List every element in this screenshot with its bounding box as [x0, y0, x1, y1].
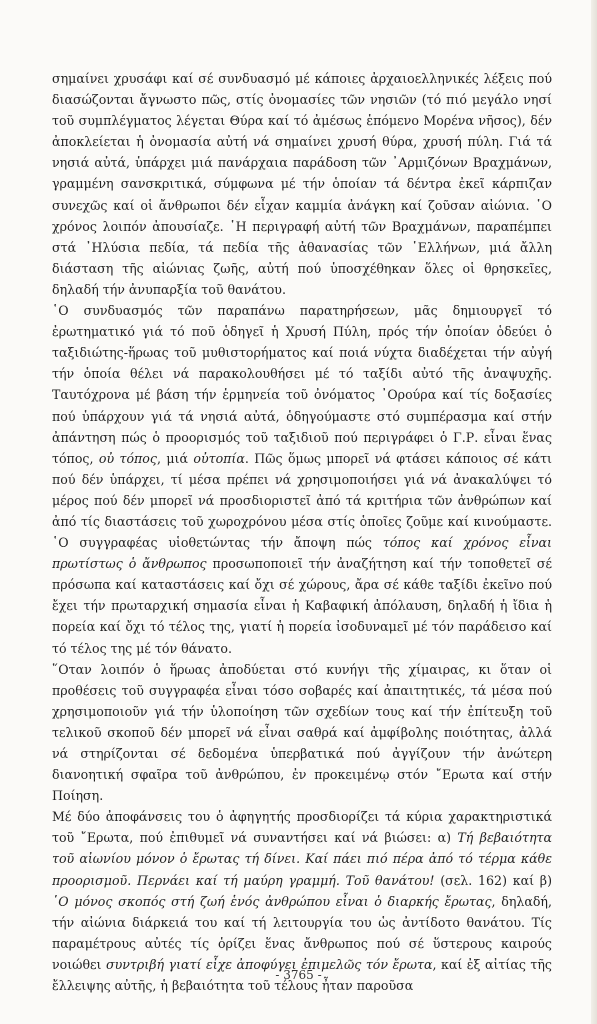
paragraph	[52, 68, 552, 300]
italic-text: τόπος καί χρόνος εἶναι πρωτίστως ὁ ἄνθρωπος	[52, 535, 552, 572]
text-run: . Πῶς ὅμως μπορεῖ νά φτάσει κάποιος σέ κάτι πού δέν ὑπάρχει, τί μέσα πρέπει νά χρησιμοποιήσει γιά νά ἀνακαλύψει τό μέρος πού δέν μπορεῖ νά προσδιοριστεῖ ἀπό τά κριτήρια τῶν ἀνθρώπων καί ἀπό τίς διαστάσεις τοῦ χωροχρόνου μέσα στίς ὁποῖες ζοῦμε καί κινούμαστε. ῾Ο συγγραφέας υἱοθετώντας τήν ἄποψη πώς	[52, 450, 552, 551]
text-run: προσωποποιεῖ τήν ἀναζήτηση καί τήν τοποθετεῖ σέ πρόσωπα καί καταστάσεις καί ὄχι σέ χώρους, ἄρα σέ κάθε ταξίδι ἐκεῖνο πού ἔχει τήν πρωταρχική σημασία εἶναι ἡ Καβαφική ἀπόλαυση, δηλαδή ἡ ἴδια ἡ πορεία καί ὄχι τό τέλος της, γιατί ἡ πορεία ἰσοδυναμεῖ μέ τόν παράδεισο καί τό τέλος της μέ τόν θάνατο.	[52, 556, 552, 656]
text-body	[52, 68, 552, 996]
text-run: Μέ δύο ἀποφάνσεις του ὁ ἀφηγητής προσδιορίζει τά κύρια χαρακτηριστικά τοῦ ῎Ερωτα, πού ἐπιθυμεῖ νά συναντήσει καί νά βιώσει: α)	[52, 809, 552, 846]
italic-text: Τή βεβαιότητα τοῦ αἰωνίου μόνον ὁ ἔρωτας τή δίνει. Καί πάει πιό πέρα ἀπό τό τέρμα κάθε προορισμοῦ. Περνάει καί τή μαύρη γραμμή. Τοῦ θανάτου!	[52, 830, 552, 888]
text-run: , δηλαδή, τήν αἰώνια διάρκειά του καί τή λειτουργία του ὡς ἀντίδοτο θανάτου. Τίς παραμέτρους αὐτές τίς ὁρίζει ἕνας ἄνθρωπος πού σέ ὕστερους καιρούς νοιώθει	[52, 893, 552, 972]
page-edge	[591, 0, 597, 1024]
text-run: σημαίνει χρυσάφι καί σέ συνδυασμό μέ κάποιες ἀρχαιοελληνικές λέξεις πού διασώζονται ἄγνωστο πῶς, στίς ὀνομασίες τῶν νησιῶν (τό πιό μεγάλο νησί τοῦ συμπλέγματος λέγεται Θύρα καί τό ἀμέσως ἑπόμενο Μορένα νῆσος), δέν ἀποκλείεται ἡ ὀνομασία αὐτή νά σημαίνει χρυσή θύρα, χρυσή πύλη. Γιά τά νησιά αὐτά, ὑπάρχει μιά πανάρχαια παράδοση τῶν ᾿Αρμιζόνων Βραχμάνων, γραμμένη σανσκριτικά, σύμφωνα μέ τήν ὁποίαν τά δέντρα ἐκεῖ κάρπιζαν συνεχῶς καί οἱ ἄνθρωποι δέν εἶχαν καμμία ἀνάγκη καί ζοῦσαν αἰώνια. ῾Ο χρόνος λοιπόν ἀπουσίαζε. ῾Η περιγραφή αὐτή τῶν Βραχμάνων, παραπέμπει στά ᾿Ηλύσια πεδία, τά πεδία τῆς ἀθανασίας τῶν ῾Ελλήνων, μιά ἄλλη διάσταση τῆς αἰώνιας ζωῆς, αὐτή πού ὑποσχέθηκαν ὅλες οἱ θρησκεῖες, δηλαδή τήν ἀνυπαρξία τοῦ θανάτου.	[52, 71, 552, 297]
italic-text: ῾Ο μόνος σκοπός στή ζωή ἑνός ἀνθρώπου εἶναι ὁ διαρκής ἔρωτας	[52, 893, 492, 909]
page-number: - 3765 -	[275, 968, 322, 982]
text-run: , μιά	[156, 450, 194, 466]
paragraph	[52, 300, 552, 659]
text-run: ῞Οταν λοιπόν ὁ ἥρωας ἀποδύεται στό κυνήγι τῆς χίμαιρας, κι ὅταν οἱ προθέσεις τοῦ συγγραφέα εἶναι τόσο σοβαρές καί ἀπαιτητικές, τά μέσα πού χρησιμοποιοῦν γιά τήν ὑλοποίηση τῶν σχεδίων τους καί τήν ἐπίτευξη τοῦ τελικοῦ σκοποῦ δέν μπορεῖ νά εἶναι σαθρά καί ἀμφίβολης ποιότητας, ἀλλά νά στηρίζονται σέ δεδομένα ὑπερβατικά πού ἀγγίζουν τήν ἀνώτερη διανοητική σφαῖρα τοῦ ἀνθρώπου, ἐν προκειμένῳ στόν ῎Ερωτα καί στήν Ποίηση.	[52, 661, 552, 804]
italic-text: συντριβή γιατί εἶχε ἀποφύγει ἐπιμελῶς τόν ἔρωτα	[106, 956, 433, 972]
italic-text: οὐ τόπος	[98, 450, 157, 466]
text-run: (σελ. 162) καί β)	[434, 872, 552, 888]
italic-text: οὐτοπία	[193, 450, 245, 466]
paragraph	[52, 659, 552, 807]
text-run: ῾Ο συνδυασμός τῶν παραπάνω παρατηρήσεων, μᾶς δημιουργεῖ τό ἐρωτηματικό γιά τό ποῦ ὁδηγεῖ ἡ Χρυσή Πύλη, πρός τήν ὁποίαν ὁδεύει ὁ ταξιδιώτης-ἥρωας τοῦ μυθιστορήματος καί ποιά νύχτα διαδέχεται τήν αὐγή τήν ὁποία θέλει νά παρακολουθήσει μέ τό ταξίδι αὐτό τῆς ἀναψυχῆς. Ταυτόχρονα μέ βάση τήν ἑρμηνεία τοῦ ὀνόματος ᾿Ορούρα καί τίς δοξασίες πού ὑπάρχουν γιά τά νησιά αὐτά, ὁδηγούμαστε στό συμπέρασμα καί στήν ἀπάντηση πώς ὁ προορισμός τοῦ ταξιδιοῦ πού περιγράφει ὁ Γ.Ρ. εἶναι ἕνας τόπος,	[52, 303, 552, 466]
text-run: , καί ἐξ αἰτίας τῆς ἔλλειψης αὐτῆς, ἡ βεβαιότητα τοῦ τέλους ἦταν παροῦσα	[52, 956, 552, 994]
